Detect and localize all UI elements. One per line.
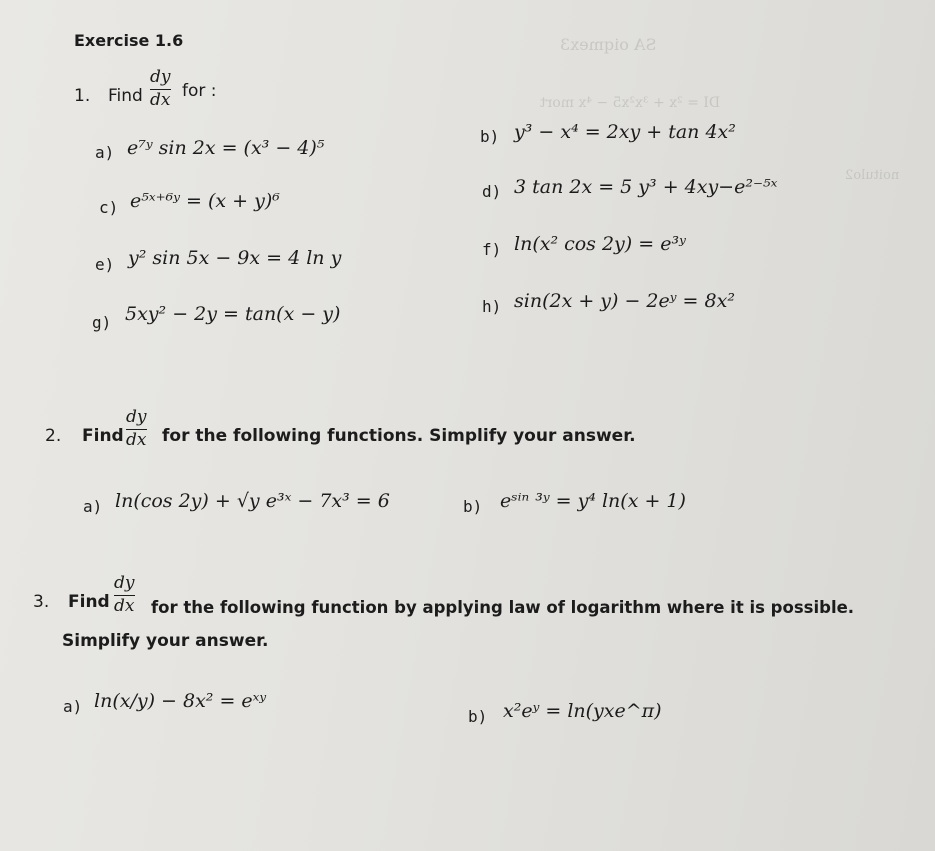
fraction-denominator: dx — [150, 90, 171, 111]
question-suffix: for : — [182, 81, 217, 101]
question-suffix-line2: Simplify your answer. — [62, 631, 269, 651]
equation: eˢⁱⁿ ³ʸ = y⁴ ln(x + 1) — [500, 490, 686, 512]
show-through-text: noitulo2 — [845, 168, 900, 183]
question-prefix: Find — [68, 592, 110, 612]
derivative-fraction — [150, 69, 171, 110]
part-label: h) — [482, 297, 502, 316]
part-label: a) — [95, 143, 115, 162]
equation: sin(2x + y) − 2eʸ = 8x² — [514, 290, 735, 312]
question-number: 1. — [74, 86, 91, 106]
question-suffix: for the following function by applying law of logarithm where it is possible. — [151, 598, 855, 617]
equation: e⁷ʸ sin 2x = (x³ − 4)⁵ — [127, 137, 325, 159]
show-through-text: DI = ²x + ³x²x5 − ⁴x mort — [540, 95, 721, 111]
part-label: b) — [463, 497, 483, 516]
equation: y³ − x⁴ = 2xy + tan 4x² — [514, 121, 736, 143]
part-label: b) — [480, 127, 500, 146]
question-prefix: Find — [82, 426, 124, 446]
part-label: c) — [99, 198, 119, 217]
equation: ln(x/y) − 8x² = eˣʸ — [94, 690, 267, 712]
equation: 3 tan 2x = 5 y³ + 4xy−e²⁻⁵ˣ — [514, 176, 778, 198]
equation: e⁵ˣ⁺⁶ʸ = (x + y)⁶ — [130, 190, 280, 212]
derivative-fraction — [126, 409, 147, 450]
question-prefix: Find — [108, 86, 143, 106]
part-label: e) — [95, 255, 115, 274]
equation: y² sin 5x − 9x = 4 ln y — [128, 247, 342, 269]
part-label: a) — [83, 497, 103, 516]
show-through-text: SA oiqmex3 — [560, 35, 657, 54]
part-label: b) — [468, 707, 488, 726]
fraction-denominator: dx — [114, 596, 135, 617]
question-number: 2. — [45, 426, 62, 446]
part-label: f) — [482, 240, 502, 259]
equation: x²eʸ = ln(yxe^π) — [503, 700, 662, 722]
derivative-fraction — [114, 575, 135, 616]
equation: ln(x² cos 2y) = e³ʸ — [514, 233, 686, 255]
question-number: 3. — [33, 592, 50, 612]
equation: ln(cos 2y) + √y e³ˣ − 7x³ = 6 — [115, 490, 390, 512]
part-label: a) — [63, 697, 83, 716]
part-label: d) — [482, 182, 502, 201]
fraction-numerator: dy — [150, 67, 171, 87]
fraction-denominator: dx — [126, 430, 147, 451]
question-suffix: for the following functions. Simplify your answer. — [162, 426, 636, 446]
equation: 5xy² − 2y = tan(x − y) — [125, 303, 341, 325]
fraction-numerator: dy — [126, 407, 147, 427]
fraction-numerator: dy — [114, 573, 135, 593]
part-label: g) — [92, 313, 112, 332]
exercise-title: Exercise 1.6 — [74, 31, 184, 50]
